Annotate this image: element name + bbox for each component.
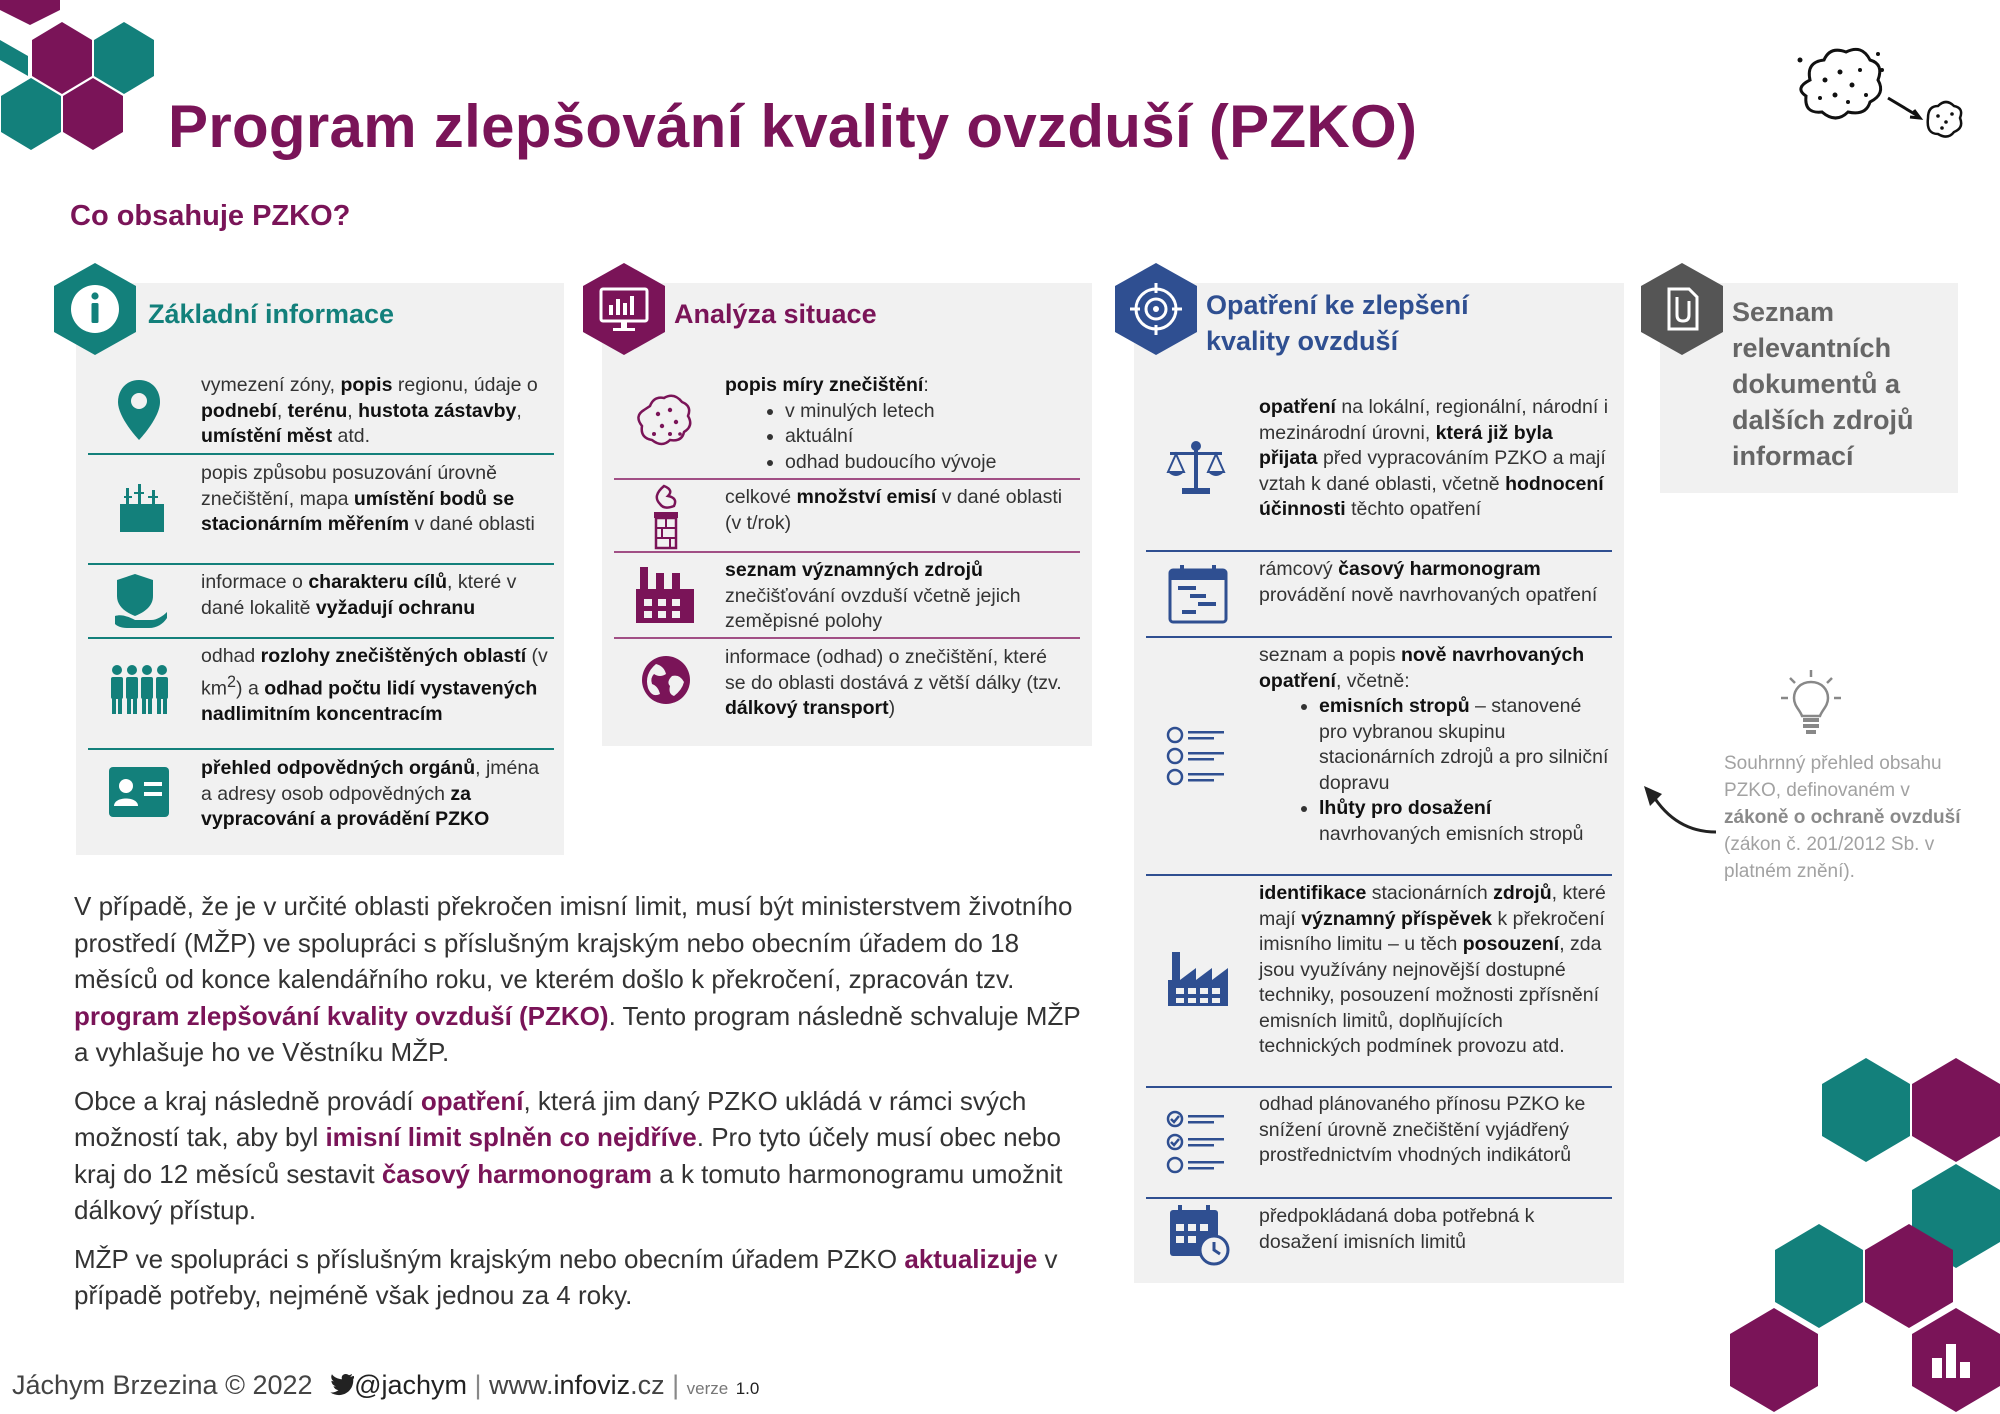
panel-title-measures-line1: Opatření ke zlepšení	[1206, 290, 1469, 320]
target-icon	[1115, 263, 1197, 355]
basic-item-5: přehled odpovědných orgánů, jména a adresy osob odpovědných za vypracování a provádění PZKO	[201, 757, 540, 830]
divider	[88, 453, 554, 455]
body-paragraph: Obce a kraj následně provádí opatření, která jim daný PZKO ukládá v rámci svých možností tak, aby byl imisní limit splněn co nejdříve. Pro tyto účely musí obec nebo kraj do 12 měsíců sestavit časový harmonogram a k tomuto harmonogramu umožnit dálkový přístup.	[74, 1085, 1063, 1225]
footer-site-main[interactable]: infoviz	[553, 1370, 631, 1400]
panel-title-documents: Seznam relevantních dokumentů a dalších zdrojů informací	[1732, 297, 1914, 471]
panel-title-analysis: Analýza situace	[674, 299, 877, 329]
divider	[614, 637, 1080, 639]
globe-icon	[640, 654, 692, 706]
analysis-item-1: popis míry znečištění: • v minulých letech • aktuální • odhad budoucího vývoje	[725, 373, 1070, 475]
analysis-item-4: informace (odhad) o znečištění, které se do oblasti dostává z větší dálky (tzv. dálkový transport)	[725, 646, 1062, 719]
body-text	[74, 888, 1084, 1326]
analysis-item-3: seznam významných zdrojů znečišťování ovzduší včetně jejich zeměpisné polohy	[725, 559, 1021, 632]
summary-note: Souhrnný přehled obsahu PZKO, definovaném v zákoně o ochraně ovzduší (zákon č. 201/2012 Sb. v platném znění).	[1724, 753, 1961, 882]
particles-shrink-icon	[1790, 40, 1970, 150]
factory-icon	[1166, 950, 1230, 1008]
measures-item-4: identifikace stacionárních zdrojů, které mají významný příspěvek k překročení imisního limitu – u těch posouzení, zda jsou využívány nejnovější dostupné techniky, posouzení možnosti zpřísnění emisních limitů, doplňujících technických podmínek provozu atd.	[1259, 882, 1606, 1057]
measures-item-3: seznam a popis nově navrhovaných opatření, včetně: • emisních stropů – stanovené pro vybranou skupinu stacionárních zdrojů a pro silniční dopravu • lhůty pro dosažení navrhovaných emisních stropů	[1259, 643, 1609, 847]
measuring-station-icon	[116, 482, 168, 534]
section-subtitle: Co obsahuje PZKO?	[70, 200, 351, 232]
chimney-icon	[650, 484, 682, 550]
id-card-icon	[108, 766, 170, 818]
panel-title-basic: Základní informace	[148, 299, 395, 329]
divider	[1146, 1086, 1612, 1088]
divider	[1146, 550, 1612, 552]
document-clip-icon	[1641, 263, 1723, 355]
arrow-icon	[1640, 780, 1720, 840]
calendar-clock-icon	[1168, 1204, 1230, 1266]
footer-version-label: verze	[686, 1379, 729, 1398]
chart-monitor-icon	[583, 263, 665, 355]
divider	[1146, 874, 1612, 876]
basic-item-1: vymezení zóny, popis regionu, údaje o podnebí, terénu, hustota zástavby, umístění měst atd.	[201, 374, 538, 447]
twitter-bird-icon[interactable]	[326, 1373, 354, 1397]
divider	[88, 748, 554, 750]
footer	[12, 1370, 759, 1401]
analysis-item-2: celkové množství emisí v dané oblasti (v t/rok)	[725, 486, 1063, 534]
basic-item-4: odhad rozlohy znečištěných oblastí (v $km^2$) a odhad počtu lidí vystavených nadlimitním koncentracím	[201, 645, 548, 725]
basic-item-3: informace o charakteru cílů, které v dané lokalitě vyžadují ochranu	[201, 571, 517, 619]
gantt-calendar-icon	[1168, 564, 1228, 624]
page-title: Program zlepšování kvality ovzduší (PZKO)	[168, 93, 1418, 160]
bar-chart-logo-icon	[1930, 1340, 1974, 1380]
info-icon	[54, 263, 136, 355]
footer-author: Jáchym Brzezina © 2022	[12, 1370, 313, 1400]
people-icon	[108, 664, 170, 726]
measures-item-5: odhad plánovaného přínosu PZKO ke snížení úrovně znečištění vyjádřený prostřednictvím vhodných indikátorů	[1259, 1093, 1586, 1166]
factory-icon	[634, 563, 696, 625]
footer-separator: |	[474, 1370, 490, 1400]
footer-twitter-handle[interactable]: @jachym	[354, 1370, 467, 1400]
divider	[1146, 636, 1612, 638]
footer-site-prefix[interactable]: www.	[489, 1370, 554, 1400]
measures-item-1: opatření na lokální, regionální, národní i mezinárodní úrovni, která již byla přijata před vypracováním PZKO a mají vztah k dané oblasti, včetně hodnocení účinnosti těchto opatření	[1259, 396, 1609, 520]
basic-item-2: popis způsobu posuzování úrovně znečištění, mapa umístění bodů se stacionárním měřením v dané oblasti	[201, 462, 535, 535]
divider	[88, 563, 554, 565]
divider	[614, 551, 1080, 553]
footer-version: 1.0	[735, 1379, 760, 1398]
particle-icon	[636, 392, 694, 450]
measures-item-2: rámcový časový harmonogram provádění nově navrhovaných opatření	[1259, 558, 1598, 606]
lightbulb-icon	[1778, 668, 1844, 736]
divider	[88, 637, 554, 639]
map-pin-icon	[116, 378, 162, 442]
checklist-icon	[1166, 1110, 1230, 1174]
divider	[1146, 1197, 1612, 1199]
footer-site-suffix[interactable]: .cz	[630, 1370, 665, 1400]
footer-separator: |	[672, 1370, 687, 1400]
body-paragraph: MŽP ve spolupráci s příslušným krajským nebo obecním úřadem PZKO aktualizuje v případě potřeby, nejméně však jednou za 4 roky.	[74, 1243, 1058, 1310]
decorative-hexagons-top	[0, 0, 170, 150]
measures-item-6: předpokládaná doba potřebná k dosažení imisních limitů	[1259, 1205, 1535, 1253]
divider	[614, 478, 1080, 480]
body-paragraph: V případě, že je v určité oblasti překročen imisní limit, musí být ministerstvem životního prostředí (MŽP) ve spolupráci s příslušným krajským nebo obecním úřadem do 18 měsíců od konce kalendářního roku, ve kterém došlo k překročení, zpracován tzv. program zlepšování kvality ovzduší (PZKO). Tento program následně schvaluje MŽP a vyhlašuje ho ve Věstníku MŽP.	[74, 891, 1081, 1067]
scales-icon	[1166, 440, 1226, 498]
panel-title-measures-line2: kvality ovzduší	[1206, 326, 1399, 356]
hand-shield-icon	[113, 570, 169, 630]
list-icon	[1166, 726, 1230, 786]
